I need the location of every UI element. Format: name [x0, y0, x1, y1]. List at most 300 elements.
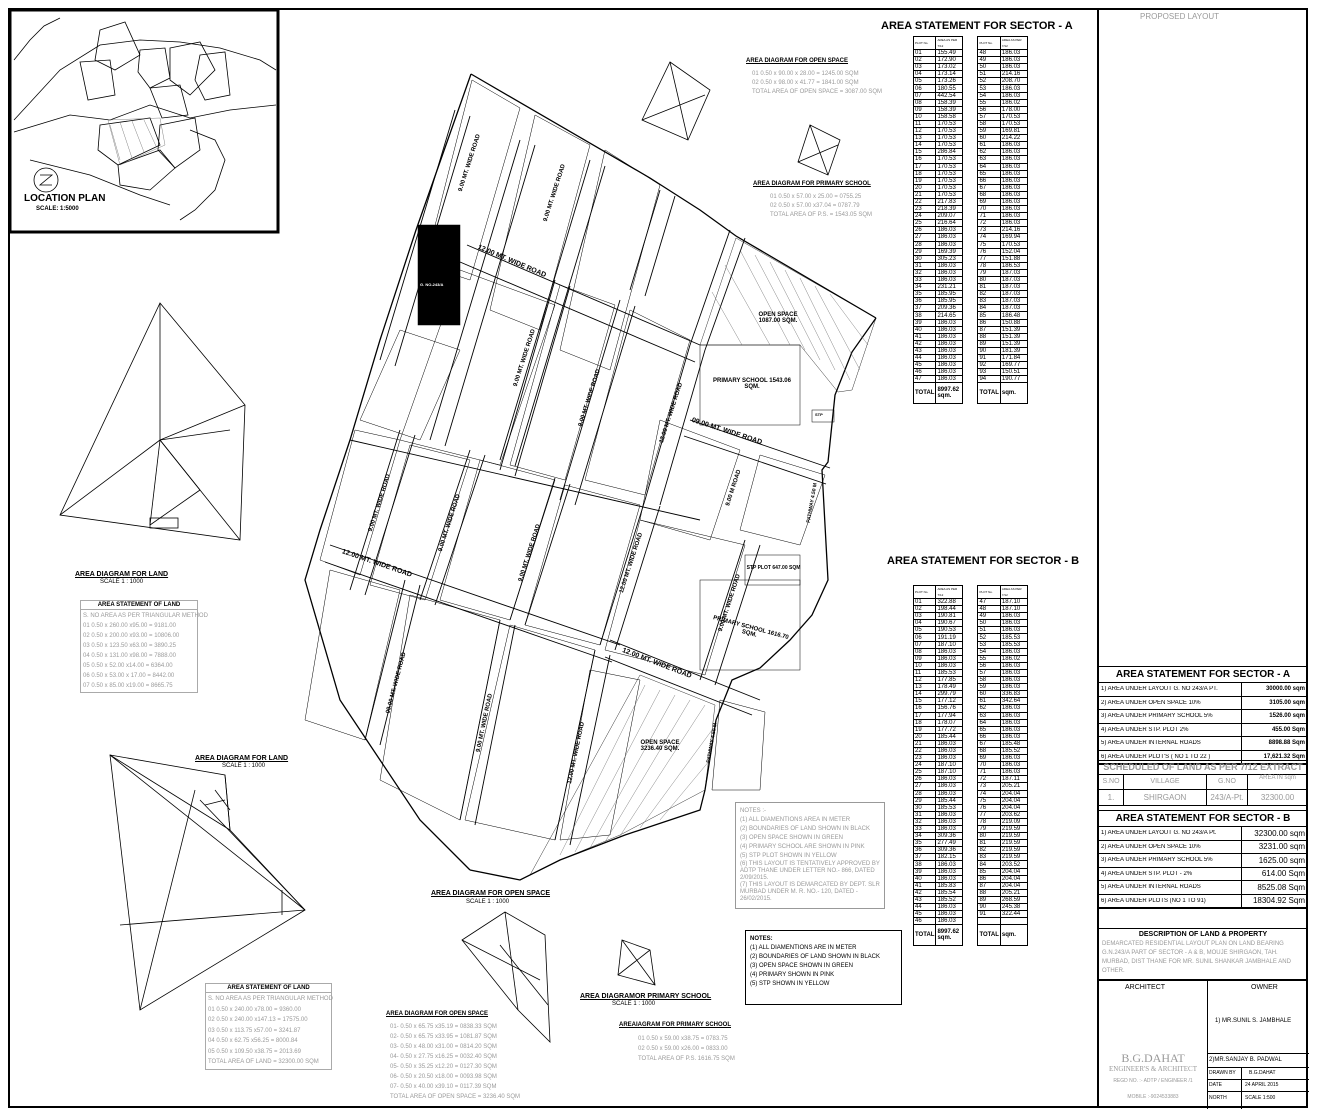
plot-area: 186.03: [936, 277, 963, 284]
plot-area: 268.59: [1000, 896, 1027, 903]
col-gap: [963, 319, 978, 326]
col-area-head: AREA AS PER 7/12: [1000, 586, 1027, 599]
plot-no: 65: [978, 170, 1000, 177]
table-row: [914, 733, 1028, 740]
col-gap: [963, 142, 978, 149]
plot-area: 219.59: [1000, 833, 1027, 840]
road-label-15: 09.00 MT. WIDE ROAD: [385, 651, 408, 715]
land-statement-2-row: TOTAL AREA OF LAND = 32300.00 SQM: [208, 1059, 319, 1065]
table-row: [914, 291, 1028, 298]
plot-area: 186.02: [1000, 99, 1027, 106]
school-diagram-b-title: AREA DIAGRAMOR PRIMARY SCHOOL: [580, 993, 712, 1000]
plot-area: 219.59: [1000, 854, 1027, 861]
total-row: [914, 925, 1028, 946]
plot-area: 151.39: [1000, 340, 1027, 347]
table-row: [914, 613, 1028, 620]
tb-row-label: 3) AREA UNDER PRIMARY SCHOOL 5%: [1101, 857, 1213, 864]
col-gap: [963, 634, 978, 641]
table-row: [914, 776, 1028, 783]
plot-no: 35: [914, 291, 936, 298]
col-gap: [963, 655, 978, 662]
pathway-b-label: PATHWAY 4.50 M: [705, 722, 719, 764]
plot-no: 63: [978, 712, 1000, 719]
plot-no: 69: [978, 755, 1000, 762]
plot-area: 186.03: [1000, 705, 1027, 712]
plot-no: 36: [914, 847, 936, 854]
plot-area: 158.58: [936, 113, 963, 120]
table-row: [914, 277, 1028, 284]
plot-no: 85: [978, 868, 1000, 875]
plot-no: 47: [914, 376, 936, 383]
plot-no: 22: [914, 198, 936, 205]
road-label-6: 9.00 MT. WIDE ROAD: [542, 163, 567, 223]
plot-no: 05: [914, 78, 936, 85]
col-gap: [963, 613, 978, 620]
plot-no: 86: [978, 319, 1000, 326]
table-row: [914, 50, 1028, 57]
tb-schedule-head: AREA IN sqm: [1259, 775, 1296, 781]
plot-no: 88: [978, 333, 1000, 340]
table-row: [914, 198, 1028, 205]
plot-no: 10: [914, 662, 936, 669]
plot-no: 85: [978, 312, 1000, 319]
plot-no: 79: [978, 269, 1000, 276]
col-gap: [963, 206, 978, 213]
tb-row-label: 6) AREA UNDER PLOTS (NO 1 TO 91): [1101, 897, 1206, 904]
total-value: 8997.62 sqm.: [936, 383, 963, 404]
plot-area: 185.48: [1000, 740, 1027, 747]
table-row: [914, 85, 1028, 92]
plot-no: 34: [914, 833, 936, 840]
plot-no: 53: [978, 85, 1000, 92]
primary-school-b-label: PRIMARY SCHOOL 1616.70 SQM.: [712, 615, 790, 642]
open-diagram-b-row: 05- 0.50 x 35.25 x12.20 = 0127.30 SQM: [390, 1064, 497, 1070]
plot-area-empty: [1000, 918, 1027, 925]
table-row: [914, 641, 1028, 648]
plot-no: 22: [914, 747, 936, 754]
plot-area: 158.39: [936, 99, 963, 106]
table-row: [914, 128, 1028, 135]
table-row: [914, 376, 1028, 383]
land-statement-2-row: 01 0.50 x 240.00 x78.00 = 9360.00: [208, 1006, 301, 1013]
plot-no: 80: [978, 833, 1000, 840]
table-row: [914, 719, 1028, 726]
road-label-8: 9.00 MT. WIDE ROAD: [577, 368, 602, 428]
open-diagram-b-row: 04- 0.50 x 27.75 x16.25 = 0032.40 SQM: [390, 1054, 497, 1060]
col-gap: [963, 99, 978, 106]
table-row: [914, 170, 1028, 177]
plot-no: 20: [914, 184, 936, 191]
stp-b-label: STP PLOT 647.00 SQM: [746, 565, 801, 571]
plot-no: 32: [914, 818, 936, 825]
plot-area: 186.03: [1000, 726, 1027, 733]
total-label: TOTAL: [914, 383, 936, 404]
plot-no: 24: [914, 762, 936, 769]
table-row: [914, 840, 1028, 847]
col-gap: [963, 128, 978, 135]
plot-no: 88: [978, 889, 1000, 896]
plot-area: 214.65: [936, 312, 963, 319]
plot-no: 58: [978, 677, 1000, 684]
tb-row-label: 4) AREA UNDER STP. PLOT - 2%: [1101, 870, 1193, 877]
table-row: [914, 875, 1028, 882]
tb-row: [1099, 895, 1307, 909]
plot-no: 93: [978, 369, 1000, 376]
table-row: [914, 113, 1028, 120]
plot-no: 42: [914, 889, 936, 896]
plot-no: 59: [978, 128, 1000, 135]
plot-no: 63: [978, 156, 1000, 163]
plot-no: 40: [914, 326, 936, 333]
plot-area: 186.03: [936, 319, 963, 326]
plot-area: 205.21: [1000, 889, 1027, 896]
land-statement-2-title: AREA STATEMENT OF LAND: [206, 984, 331, 993]
col-gap: [963, 882, 978, 889]
table-row: [914, 833, 1028, 840]
plot-area: 151.39: [1000, 326, 1027, 333]
plot-area: 173.26: [936, 78, 963, 85]
plot-area: 186.03: [936, 362, 963, 369]
table-row: [914, 684, 1028, 691]
plot-no: 83: [978, 854, 1000, 861]
col-gap: [963, 326, 978, 333]
plot-area: 187.03: [1000, 291, 1027, 298]
table-row: [914, 156, 1028, 163]
plot-area: 286.84: [936, 149, 963, 156]
table-row: [914, 149, 1028, 156]
table-row: [914, 669, 1028, 676]
plot-area: 186.03: [936, 818, 963, 825]
plot-area: 190.53: [936, 627, 963, 634]
plot-area: 186.03: [1000, 198, 1027, 205]
plot-no: 55: [978, 99, 1000, 106]
plot-no: 83: [978, 298, 1000, 305]
table-row: [914, 255, 1028, 262]
tb-owner-1: 1) MR.SUNIL S. JAMBHALE: [1215, 1018, 1292, 1024]
road-label-18: 9.00 M ROAD: [725, 469, 743, 507]
tb-owner-label: OWNER: [1251, 984, 1278, 991]
tb-row-label: 2) AREA UNDER OPEN SPACE 10%: [1101, 843, 1201, 850]
tb-row-value: 30000.00 sqm: [1241, 683, 1307, 696]
table-row: [914, 319, 1028, 326]
open-space-a-label: OPEN SPACE 1087.00 SQM.: [758, 312, 798, 324]
plot-no: 87: [978, 326, 1000, 333]
tb-schedule-cell: 243/A-Pt.: [1207, 790, 1248, 805]
plot-no-empty: [978, 918, 1000, 925]
plot-area: 186.03: [936, 241, 963, 248]
tb-row-label: 1) AREA UNDER LAYOUT G. NO 243/A Pt.: [1101, 830, 1217, 837]
school-diagram-b-rows-title: AREAIAGRAM FOR PRIMARY SCHOOL: [619, 1022, 732, 1028]
plot-no: 14: [914, 691, 936, 698]
tb-row: [1099, 854, 1307, 868]
plot-area: 214.22: [1000, 135, 1027, 142]
plot-no: 18: [914, 719, 936, 726]
table-row: [914, 705, 1028, 712]
plot-no: 74: [978, 790, 1000, 797]
plot-area: 186.03: [936, 376, 963, 383]
plot-no: 39: [914, 868, 936, 875]
open-diagram-a-row: 02 0.50 x 98.00 x 41.77 = 1841.00 SQM: [752, 80, 859, 86]
plot-no: 64: [978, 163, 1000, 170]
col-gap: [963, 92, 978, 99]
plot-area: 204.04: [1000, 875, 1027, 882]
tb-sector-a: [1098, 666, 1308, 765]
tb-row-label: 4) AREA UNDER STP. PLOT 2%: [1101, 726, 1189, 733]
plot-no: 68: [978, 191, 1000, 198]
col-gap: [963, 383, 978, 404]
plot-no: 77: [978, 811, 1000, 818]
table-row: [914, 698, 1028, 705]
tb-sector-a-title: AREA STATEMENT FOR SECTOR - A: [1099, 667, 1307, 683]
plot-no: 48: [978, 50, 1000, 57]
col-gap: [963, 797, 978, 804]
plot-no: 74: [978, 234, 1000, 241]
table-row: [914, 677, 1028, 684]
table-row: [914, 326, 1028, 333]
plot-no: 59: [978, 684, 1000, 691]
table-row: [914, 206, 1028, 213]
plot-area: 186.03: [936, 655, 963, 662]
tb-row: [1099, 841, 1307, 855]
open-diagram-b-row: 03- 0.50 x 48.00 x31.00 = 0814.20 SQM: [390, 1044, 497, 1050]
plot-no: 79: [978, 826, 1000, 833]
plot-area: 180.55: [936, 85, 963, 92]
road-label-12: 9.00 MT. WIDE ROAD: [517, 523, 542, 583]
plot-area: 150.51: [1000, 369, 1027, 376]
plot-area: 198.44: [936, 606, 963, 613]
plot-area: 170.53: [936, 128, 963, 135]
plot-no: 43: [914, 896, 936, 903]
plot-area: 231.21: [936, 284, 963, 291]
plot-area: 186.03: [936, 875, 963, 882]
plot-area: 186.03: [936, 326, 963, 333]
col-gap: [963, 262, 978, 269]
plot-no: 41: [914, 882, 936, 889]
table-row: [914, 712, 1028, 719]
plot-no: 45: [914, 911, 936, 918]
plot-area: 156.76: [936, 705, 963, 712]
col-gap: [963, 840, 978, 847]
school-diagram-b-row: 01 0.50 x 59.00 x38.75 = 0783.75: [638, 1036, 728, 1042]
plot-no: 42: [914, 340, 936, 347]
plot-area: 305.23: [936, 255, 963, 262]
plot-no: 82: [978, 291, 1000, 298]
plot-area: 214.16: [1000, 71, 1027, 78]
road-label-4: 09.00 MT. WIDE ROAD: [690, 416, 763, 447]
plot-no: 81: [978, 840, 1000, 847]
total-label: TOTAL: [978, 925, 1000, 946]
plot-no: 30: [914, 255, 936, 262]
plot-area: 185.83: [936, 882, 963, 889]
plot-no: 16: [914, 156, 936, 163]
land-diagram-1: [60, 303, 245, 540]
plot-area: 186.03: [936, 662, 963, 669]
col-gap: [963, 284, 978, 291]
plot-area: 186.03: [1000, 684, 1027, 691]
plot-no: 94: [978, 376, 1000, 383]
table-row: [914, 71, 1028, 78]
plot-area: 173.14: [936, 71, 963, 78]
table-row: [914, 662, 1028, 669]
plot-area: 186.03: [1000, 142, 1027, 149]
plot-area: 186.03: [936, 347, 963, 354]
plot-area: 190.67: [936, 620, 963, 627]
plot-area: 186.03: [936, 790, 963, 797]
plot-no: 73: [978, 783, 1000, 790]
plot-no: 60: [978, 691, 1000, 698]
plot-no: 19: [914, 177, 936, 184]
plot-no: 89: [978, 896, 1000, 903]
plot-no: 91: [978, 911, 1000, 918]
col-gap: [963, 875, 978, 882]
plot-no: 09: [914, 655, 936, 662]
open-diagram-b-row: 06- 0.50 x 20.50 x18.00 = 0093.98 SQM: [390, 1074, 497, 1080]
table-row: [914, 868, 1028, 875]
table-row: [914, 606, 1028, 613]
land-statement-1-row: 03 0.50 x 123.50 x63.00 = 3890.25: [83, 643, 176, 649]
plot-area: 170.53: [936, 120, 963, 127]
plot-area: 186.03: [1000, 170, 1027, 177]
sector-a-grid: [913, 36, 1028, 404]
plot-no: 51: [978, 627, 1000, 634]
plot-area: 204.04: [1000, 790, 1027, 797]
col-gap: [963, 191, 978, 198]
plot-no: 62: [978, 149, 1000, 156]
tb-row-value: 1526.00 sqm: [1241, 710, 1307, 723]
plot-no: 70: [978, 206, 1000, 213]
plot-area: 277.49: [936, 840, 963, 847]
plot-no: 25: [914, 769, 936, 776]
plot-area: 342.64: [1000, 698, 1027, 705]
col-gap: [963, 747, 978, 754]
col-gap: [963, 833, 978, 840]
table-row: [914, 648, 1028, 655]
col-gap: [963, 340, 978, 347]
plot-area: 178.00: [1000, 106, 1027, 113]
notes-item: (4) PRIMARY SHOWN IN PINK: [750, 972, 835, 978]
land-statement-2-rows: [206, 993, 331, 1069]
tb-sector-b: [1098, 810, 1308, 909]
notes-item: (1) ALL DIAMENTIONS ARE IN METER: [750, 945, 857, 951]
plot-no: 05: [914, 627, 936, 634]
school-diagram-a-title: AREA DIAGRAM FOR PRIMARY SCHOOL: [753, 181, 871, 187]
tb-description: [1098, 928, 1308, 980]
plot-no: 76: [978, 804, 1000, 811]
plot-no: 37: [914, 305, 936, 312]
table-row: [914, 797, 1028, 804]
col-gap: [963, 804, 978, 811]
plot-area: 186.03: [1000, 220, 1027, 227]
tb-firm-reg: REGD NO. :- ADTP / ENGINEER /1: [1113, 1078, 1193, 1084]
plot-area: 170.53: [936, 135, 963, 142]
plot-area: 187.03: [1000, 305, 1027, 312]
plot-no: 08: [914, 648, 936, 655]
plot-no: 32: [914, 269, 936, 276]
notes-faint: [735, 802, 885, 909]
plot-area: 186.03: [1000, 669, 1027, 676]
col-gap: [963, 847, 978, 854]
tb-row: [1099, 710, 1307, 724]
tb-row-value: 32300.00 sqm: [1241, 827, 1307, 840]
plot-area: 186.03: [936, 340, 963, 347]
plot-no: 25: [914, 220, 936, 227]
plot-no: 80: [978, 277, 1000, 284]
plot-area: 185.53: [1000, 641, 1027, 648]
col-plot-head: PLOT No.: [914, 586, 936, 599]
open-diagram-b-title: AREA DIAGRAM FOR OPEN SPACE: [431, 890, 551, 897]
table-row: [914, 213, 1028, 220]
plot-no: 17: [914, 163, 936, 170]
plot-area: 158.39: [936, 106, 963, 113]
plot-no: 67: [978, 184, 1000, 191]
plot-area: 181.39: [1000, 347, 1027, 354]
col-gap: [963, 641, 978, 648]
notes-faint-item: (7) THIS LAYOUT IS DEMARCATED BY DEPT. SLR MURBAD UNDER M. R. NO.- 120, DATED - 26/02/2015.: [740, 882, 880, 902]
plot-area: 170.53: [1000, 241, 1027, 248]
plot-no: 61: [978, 698, 1000, 705]
plot-area: 186.03: [936, 868, 963, 875]
tb-row-value: 18304.92 Sqm: [1241, 895, 1307, 908]
plot-area: 209.07: [936, 213, 963, 220]
plot-area: 186.03: [936, 776, 963, 783]
plot-no: 46: [914, 369, 936, 376]
plot-no: 18: [914, 170, 936, 177]
plot-no: 19: [914, 726, 936, 733]
plot-area: 170.53: [936, 142, 963, 149]
plot-area: 219.09: [1000, 818, 1027, 825]
plot-area: 186.03: [936, 333, 963, 340]
land-statement-1-row: 07 0.50 x 85.00 x19.00 = 8665.75: [83, 683, 173, 689]
table-row: [914, 369, 1028, 376]
plot-area: 186.03: [936, 861, 963, 868]
plot-no: 87: [978, 882, 1000, 889]
land-diagram-2-scale: SCALE 1 : 1000: [222, 763, 266, 769]
table-row: [914, 783, 1028, 790]
tb-description-title: DESCRIPTION OF LAND & PROPERTY: [1138, 931, 1268, 938]
land-statement-1-row: 06 0.50 x 53.00 x 17.00 = 8442.00: [83, 673, 175, 679]
plot-area: 204.04: [1000, 804, 1027, 811]
plot-no: 23: [914, 755, 936, 762]
plot-area: 185.95: [936, 291, 963, 298]
col-gap: [963, 677, 978, 684]
road-label-11: 9.00 MT. WIDE ROAD: [437, 493, 462, 553]
plot-area: 173.02: [936, 64, 963, 71]
school-diagram-b-row: TOTAL AREA OF P.S. 1616.75 SQM: [638, 1056, 735, 1062]
grid-header-row: [914, 37, 1028, 50]
tb-schedule-cell: 32300.00: [1260, 793, 1295, 802]
plot-area: 203.52: [1000, 861, 1027, 868]
plot-no: 84: [978, 305, 1000, 312]
col-gap: [963, 277, 978, 284]
col-gap: [963, 811, 978, 818]
table-row: [914, 248, 1028, 255]
road-label-1: 12.00 MT. WIDE ROAD: [476, 243, 547, 280]
plot-area: 216.64: [936, 220, 963, 227]
table-row: [914, 177, 1028, 184]
plot-no: 49: [978, 57, 1000, 64]
plot-no: 24: [914, 213, 936, 220]
plot-no: 67: [978, 740, 1000, 747]
plot-no: 58: [978, 120, 1000, 127]
plot-area: 185.53: [936, 669, 963, 676]
plot-area: 204.04: [1000, 882, 1027, 889]
plot-area: 186.03: [1000, 648, 1027, 655]
tb-row-value: 1625.00 sqm: [1241, 854, 1307, 867]
land-statement-2: [205, 983, 332, 1070]
land-diagram-2: [110, 755, 305, 1010]
road-label-2: 12.00 MT. WIDE ROAD: [340, 548, 413, 579]
table-row: [914, 847, 1028, 854]
